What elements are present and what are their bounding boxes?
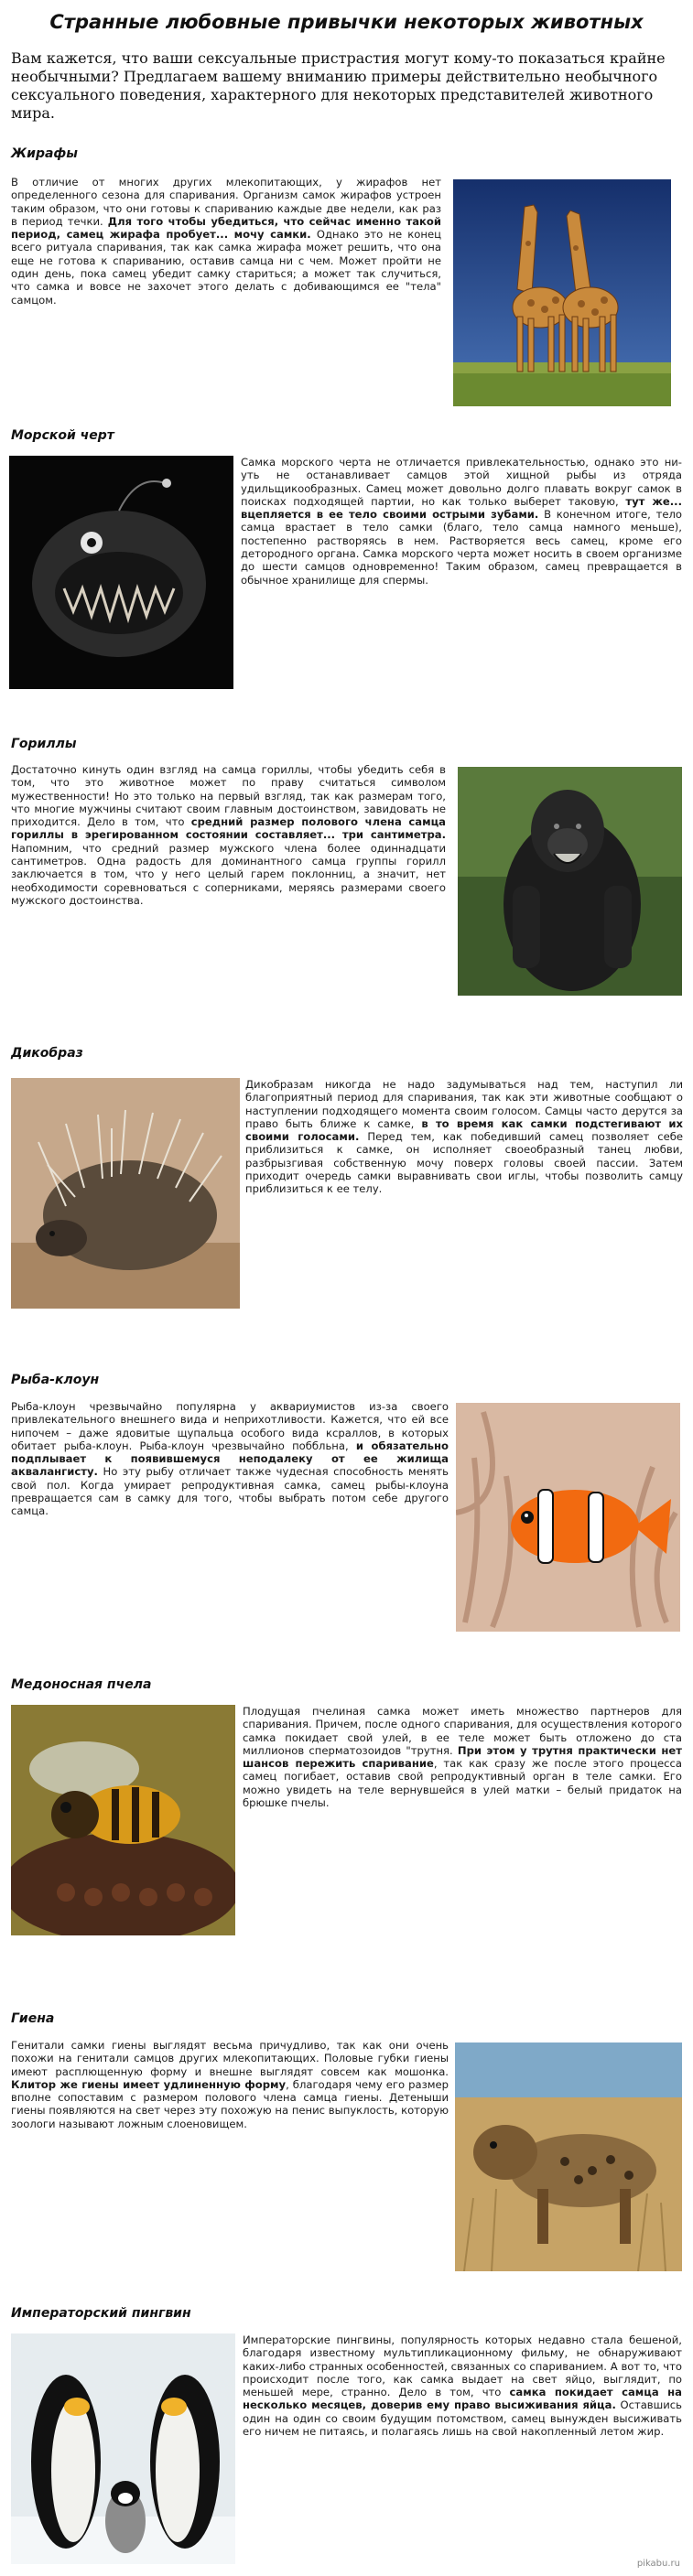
section-text-porcupine bbox=[245, 1078, 683, 1196]
section-text-honeybee bbox=[243, 1705, 682, 1809]
section-text-anglerfish bbox=[241, 456, 682, 587]
bold-fragment: самка покидает самца на несколько месяцев, доверив ему право высиживания яйца. bbox=[243, 2386, 682, 2412]
text-fragment: Однако это не конец всего ритуала спаривания, так как самка жирафа может решить, что она еще не готова к спариванию, оставив самца ни с чем. Может пройти не один день, пока самец убедит самку стариться; а может так случиться, что самка и вовсе не захочет этого делать с добивающимся ее "тела" самцом. bbox=[11, 228, 441, 307]
text-fragment: Рыба-клоун чрезвычайно популярна у аквариумистов из-за своего привлекательного внешнего вида и неприхотливости. Кажется, что ей все нипочем – даже ядовитые щупальца особого вида ксраллов, в которых обитает рыба-клоун. Рыба-клоун чрезвычайно поббльна, bbox=[11, 1400, 449, 1452]
bold-fragment: в то время как самки подстегивают их своими голосами. bbox=[245, 1116, 683, 1144]
section-text-clownfish bbox=[11, 1400, 449, 1518]
page-title: Странные любовные привычки некоторых животных bbox=[49, 11, 644, 33]
clownfish-photo bbox=[456, 1403, 680, 1632]
text-fragment: , благодаря чему его размер вполне сопоставим с размером полового члена самца гиены. Детеныши гиены появляются на свет через эту похожую на пенис выпуклость, которую зоологи называют ложным слоеновищем. bbox=[11, 2077, 449, 2130]
text-fragment: Самка морского черта не отличается привлекательностью, однако это ни-уть не останавливает самцов этой хищной рыбы из отряда удильщикообразных. Самец может довольно долго плавать вокруг самок в поисках подходящей партии, но как только выберет таковую, bbox=[241, 456, 682, 508]
bold-fragment: тут же... вцепляется в ее тело своими острыми зубами. bbox=[241, 494, 682, 522]
text-fragment: Дикобразам никогда не надо задумываться над тем, наступил ли благоприятный период для спаривания, так как эти животные сообщают о наступлении подходящего момента своим голосом. Самцы часто дерутся за право быть ближе к самке, bbox=[245, 1078, 683, 1130]
hyena-photo bbox=[455, 2042, 682, 2271]
section-text-penguin bbox=[243, 2333, 682, 2438]
section-text-giraffes bbox=[11, 176, 441, 307]
penguin-photo bbox=[11, 2333, 235, 2564]
text-fragment: , так как сразу же после этого процесса самец погибает, оставив свой репродуктивный орган в теле самки. Его можно увидеть на теле вернувшейся в улей матки – белый придаток на брюшке пчелы. bbox=[243, 1757, 682, 1810]
section-heading-giraffes: Жирафы bbox=[11, 146, 78, 161]
bold-fragment: и обязательно подплывает к появившемуся неподалеку от ее жилища аквалангисту. bbox=[11, 1439, 449, 1479]
section-heading-porcupine: Дикобраз bbox=[11, 1046, 83, 1061]
section-heading-gorillas: Гориллы bbox=[11, 737, 77, 751]
text-fragment: Оставшись один на один со своим будущим потомством, самец вынужден высиживать его ничем не питаясь, и полагаясь лишь на свой накопленный летом жир. bbox=[243, 2398, 682, 2439]
gorilla-photo bbox=[458, 767, 682, 996]
watermark: pikabu.ru bbox=[636, 2559, 680, 2569]
text-fragment: Плодущая пчелиная самка может иметь множество партнеров для спаривания. Причем, после одного спаривания, для осуществления которого самка покидает свой улей, в ее теле может быть отложено до ста миллионов сперматозоидов "трутня. bbox=[243, 1705, 682, 1757]
text-fragment: В отличие от многих других млекопитающих, у жирафов нет определенного сезона для спаривания. Организм самок жирафов устроен таким образом, что они готовы к спариванию каждые две недели, как раз в период течки. bbox=[11, 176, 441, 228]
text-fragment: В конечном итоге, тело самца врастает в тело самки (благо, тело самца намного меньше), постепенно растворяясь в нем. Растворяется весь самец, кроме его детородного органа. Самка морского черта может носить в своем организме до шести самцов одновременно! Таким образом, самец превращается в обычное хранилище для спермы. bbox=[241, 508, 682, 587]
bold-fragment: При этом у трутня практически нет шансов пережить спаривание bbox=[243, 1743, 682, 1771]
bee-photo bbox=[11, 1705, 235, 1935]
bold-fragment: средний размер полового члена самца гориллы в эрегированном состоянии составляет... три сантиметра. bbox=[11, 815, 447, 842]
section-heading-honeybee: Медоносная пчела bbox=[11, 1677, 152, 1692]
section-heading-clownfish: Рыба-клоун bbox=[11, 1373, 100, 1387]
giraffe-photo bbox=[453, 179, 671, 406]
bold-fragment: Клитор же гиены имеет удлиненную форму bbox=[11, 2077, 287, 2091]
text-fragment: Но эту рыбу отличает также чудесная способность менять свой пол. Когда умирает репродуктивная самка, самец рыбы-клоуна превращается сам в самку для того, чтобы выбрать потом себе другого самца. bbox=[11, 1465, 449, 1518]
section-heading-penguin: Императорский пингвин bbox=[11, 2306, 191, 2321]
section-text-hyena bbox=[11, 2039, 449, 2130]
text-fragment: Генитали самки гиены выглядят весьма причудливо, так как они очень похожи на генитали самцов других млекопитающих. Половые губки гиены имеют расплющенную форму и внешне выглядят совсем как мошонка. bbox=[11, 2039, 449, 2078]
intro-paragraph: Вам кажется, что ваши сексуальные пристрастия могут кому-то показаться крайне необычными? Предлагаем вашему вниманию примеры действительно необычного сексуального поведения, характерного для некоторых представителей животного мира. bbox=[11, 49, 666, 122]
bold-fragment: Для того чтобы убедиться, что сейчас именно такой период, самец жирафа пробует... мочу самки. bbox=[11, 214, 441, 242]
section-heading-hyena: Гиена bbox=[11, 2011, 55, 2026]
anglerfish-photo bbox=[9, 456, 233, 689]
text-fragment: Перед тем, как победивший самец позволяет себе приблизиться к самке, он исполняет своеобразный танец любви, разбрызгивая собственную мочу поверх головы своей пассии. Затем приходит очередь самки выравнивать свои иглы, чтобы позволить самцу приблизиться к ее телу. bbox=[245, 1130, 683, 1196]
section-heading-anglerfish: Морской черт bbox=[11, 428, 114, 443]
section-text-gorillas bbox=[11, 763, 446, 907]
porcupine-photo bbox=[11, 1078, 240, 1309]
text-fragment: Напомним, что средний размер мужского члена более одиннадцати сантиметров. Одна радость для доминантного самца группы горилл заключается в том, что у него целый гарем поклонниц, а значит, нет необходимости соревноваться с соперниками, меряясь размерами своего мужского достоинства. bbox=[11, 841, 446, 907]
text-fragment: Достаточно кинуть один взгляд на самца гориллы, чтобы убедить себя в том, что это животное может по праву считаться символом мужественности! Но это только на первый взгляд, так как размерам того, что многие мужчины считают своим главным достоинством, завидовать не приходится. Дело в том, что bbox=[11, 763, 446, 829]
text-fragment: Императорские пингвины, популярность которых недавно стала бешеной, благодаря известному мультипликационному фильму, не обнаруживают каких-либо странных особенностей, связанных со спариванием. А вот то, что происходит после того, как самка выдает на свет яйцо, выглядит, по меньшей мере, странно. Дело в том, что bbox=[243, 2333, 682, 2399]
